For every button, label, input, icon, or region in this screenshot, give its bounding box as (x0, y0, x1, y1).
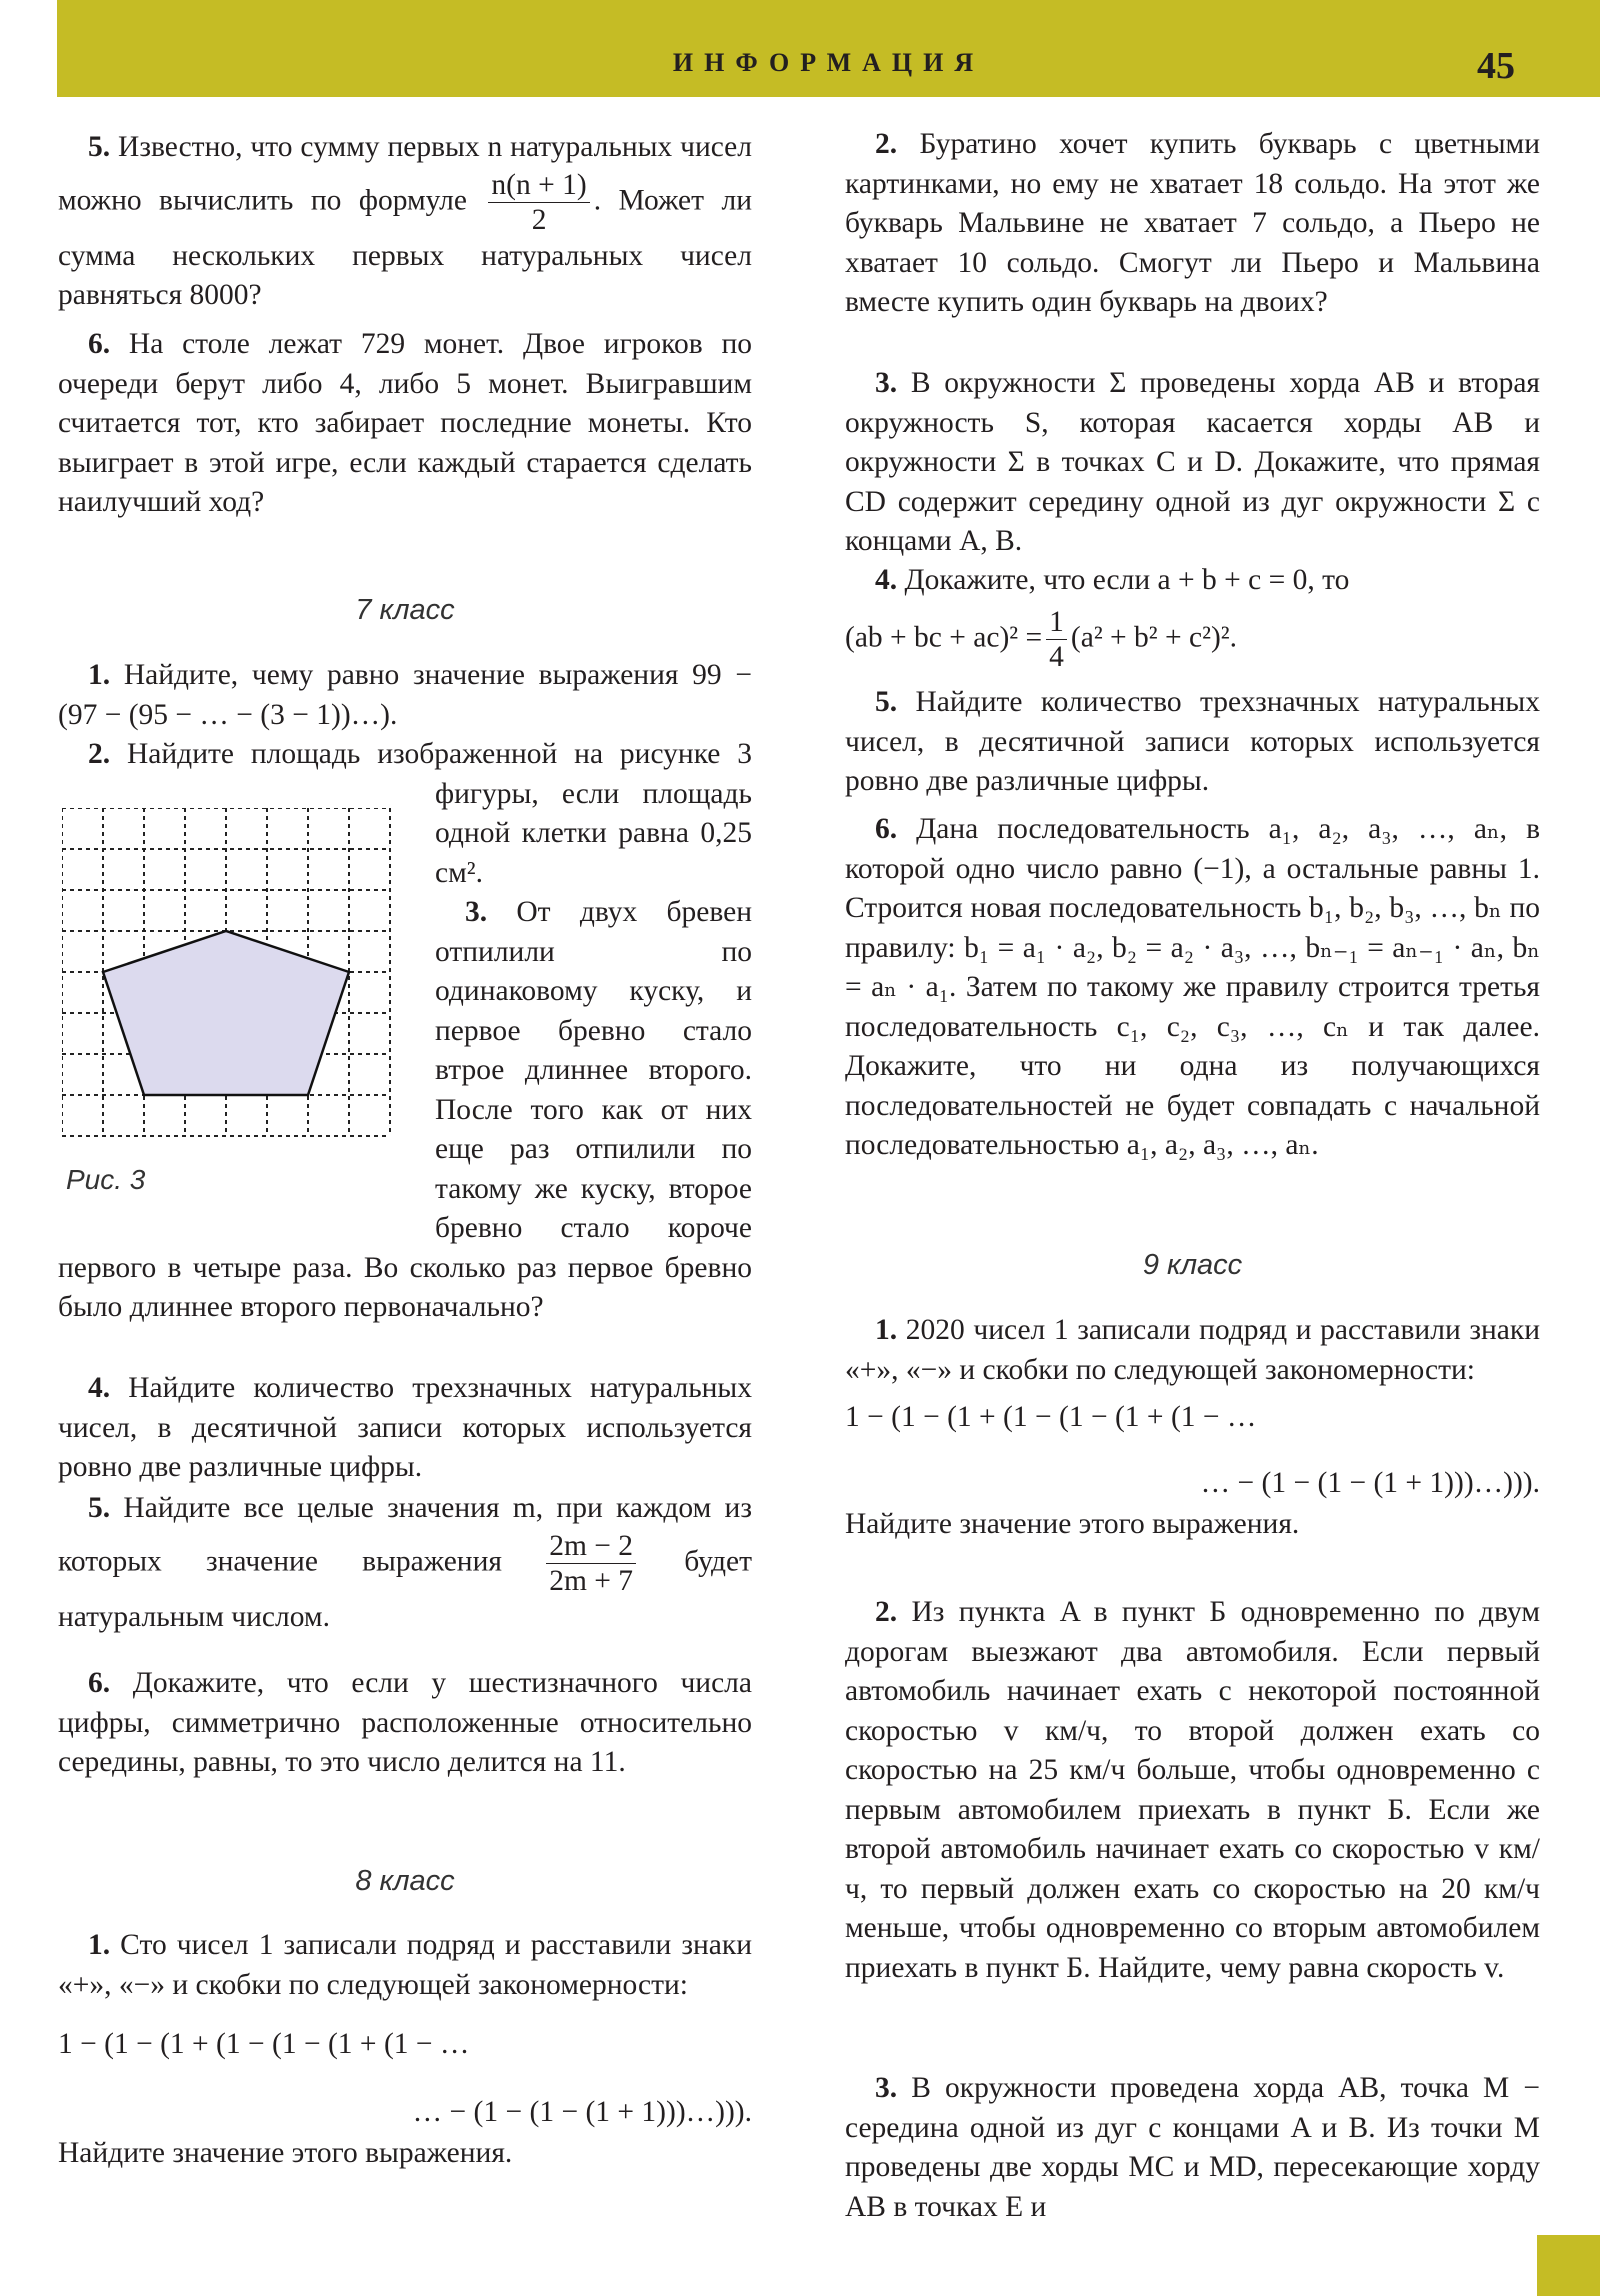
problem-text: Найдите площадь изображенной на рисунке 3 фигуры, если площадь одной клетки равна 0,25 см². (127, 738, 753, 889)
problem-number: 1. (88, 1929, 111, 1961)
problem-text: В окружности проведена хорда AB, точка M − середина одной из дуг с концами A и B. Из точки M проведены две хорды MC и MD, пересекающие хорду AB в точках E и (845, 2072, 1540, 2223)
problem-7-4 (58, 1369, 752, 1488)
problem-number: 5. (88, 1492, 111, 1524)
fraction (488, 168, 589, 237)
formula-left: (ab + bc + ac)² = (845, 620, 1043, 653)
denominator: 2 (531, 203, 547, 236)
problem-text: 2020 чисел 1 записали подряд и расставили знаки «+», «−» и скобки по следующей закономерности: (845, 1314, 1540, 1386)
fraction (1046, 605, 1067, 674)
problem-number: 4. (875, 564, 898, 596)
problem-number: 3. (875, 367, 898, 399)
problem-number: 3. (875, 2072, 898, 2104)
problem-number: 2. (88, 738, 111, 770)
problem-text: Найдите все целые значения m, при каждом из которых значение выражения (58, 1492, 752, 1577)
formula-right: (a² + b² + c²)². (1070, 620, 1238, 653)
problem-number: 6. (88, 1667, 111, 1699)
formula-line-1: 1 − (1 − (1 + (1 − (1 − (1 + (1 − … (845, 1401, 1257, 1433)
figure-3 (58, 775, 435, 1215)
problem-9-1 (845, 1311, 1540, 1545)
problem-text: Докажите, что если a + b + c = 0, то (904, 564, 1350, 596)
problem-7-2-3 (58, 735, 752, 1328)
numerator: 2m − 2 (546, 1529, 636, 1564)
problem-8-5 (845, 683, 1540, 802)
problem-number: 5. (875, 686, 898, 718)
problem-text: . Может ли сумма нескольких первых натуральных чисел равняться 8000? (58, 183, 753, 311)
problem-number: 1. (88, 659, 111, 691)
problem-number: 6. (875, 813, 898, 845)
problem-text: Из пункта A в пункт Б одновременно по двум дорогам выезжают два автомобиля. Если первый автомобиль начинает ехать с некоторой постоянной скоростью v км/ч, то второй должен ехать со скоростью на 25 км/ч больше, чтобы одновременно с первым автомобилем приехать в пункт Б. Если же второй автомобиль начинает ехать со скоростью v км/ч, то первый должен ехать со скоростью на 20 км/ч меньше, чтобы одновременно со вторым автомобилем приехать в пункт Б. Найдите, чему равна скорость v. (845, 1596, 1540, 1984)
problem-8-4 (845, 561, 1540, 674)
problem-6-6 (58, 325, 752, 523)
problem-text: будет натуральным числом. (58, 1544, 753, 1633)
numerator: 1 (1046, 605, 1067, 640)
problem-text: Найдите количество трехзначных натуральных чисел, в десятичной записи которых используется ровно две различные цифры. (845, 686, 1541, 797)
pentagon-shape (103, 931, 349, 1095)
problem-text: Известно, что сумму первых n натуральных чисел можно вычислить по формуле (58, 131, 752, 216)
figure-caption: Рис. 3 (66, 1163, 146, 1195)
grade-8-heading: 8 класс (355, 1865, 455, 1897)
problem-8-2 (845, 125, 1540, 323)
grid-pentagon-figure (62, 808, 392, 1138)
formula-line-2: … − (1 − (1 − (1 + 1)))…))). (1200, 1466, 1540, 1499)
problem-8-3 (845, 364, 1540, 562)
problem-text: Найдите, чему равно значение выражения 99 − (97 − (95 − … − (3 − 1))…). (58, 659, 752, 731)
denominator: 4 (1049, 640, 1064, 673)
grade-7-heading: 7 класс (355, 594, 455, 626)
problem-question: Найдите значение этого выражения. (58, 2137, 513, 2169)
problem-number: 1. (875, 1314, 898, 1346)
formula (845, 605, 1540, 674)
problem-text: Найдите количество трехзначных натуральных чисел, в десятичной записи которых используется ровно две различные цифры. (58, 1372, 753, 1483)
denominator: 2m + 7 (549, 1564, 634, 1597)
problem-7-1 (58, 656, 752, 735)
formula-line-2: … − (1 − (1 − (1 + 1)))…))). (412, 2095, 752, 2128)
problem-number: 2. (875, 128, 898, 160)
problem-number: 3. (465, 896, 488, 928)
problem-9-3 (845, 2069, 1540, 2227)
problem-text: Сто чисел 1 записали подряд и расставили знаки «+», «−» и скобки по следующей закономерности: (58, 1929, 752, 2001)
problem-8-6 (845, 810, 1540, 1166)
problem-9-2 (845, 1593, 1540, 1988)
grade-9-heading: 9 класс (1142, 1249, 1243, 1281)
fraction (546, 1529, 636, 1598)
problem-text: В окружности Σ проведены хорда AB и вторая окружность S, которая касается хорды AB и окружности Σ в точках C и D. Докажите, что прямая CD содержит середину одной из дуг окружности Σ с концами A, B. (845, 367, 1540, 557)
corner-marker (1537, 2235, 1600, 2296)
problem-number: 6. (88, 328, 111, 360)
problem-text: Докажите, что если у шестизначного числа цифры, симметрично расположенные относительно середины, равны, то это число делится на 11. (58, 1667, 753, 1778)
problem-7-6 (58, 1664, 752, 1783)
problem-text: От двух бревен отпилили по одинаковому куску, и первое бревно стало втрое длиннее второго. После того как от них еще раз отпилили по такому же куску, второе бревно стало короче первого в четыре раза. Во сколько раз первое бревно было длиннее второго первоначально? (58, 896, 752, 1323)
problem-number: 5. (88, 131, 111, 163)
problem-text: Дана последовательность a₁, a₂, a₃, …, aₙ, в которой одно число равно (−1), а остальные равны 1. Строится новая последовательность b₁, b₂, b₃, …, bₙ по правилу: b₁ = a₁ · a₂, b₂ = a₂ · a₃, …, bₙ₋₁ = aₙ₋₁ · aₙ, bₙ = aₙ · a₁. Затем по такому же правилу строится третья последовательность c₁, c₂, c₃, …, cₙ и так далее. Докажите, что ни одна из получающихся последовательностей не будет совпадать с начальной последовательностью a₁, a₂, a₃, …, aₙ. (845, 813, 1541, 1161)
problem-6-5 (58, 128, 752, 316)
page-number: 45 (1477, 45, 1515, 87)
problem-text: На столе лежат 729 монет. Двое игроков по очереди берут либо 4, либо 5 монет. Выигравшим считается тот, кто забирает последние монеты. Кто выиграет в этой игре, если каждый старается сделать наилучший ход? (58, 328, 752, 518)
header-band (57, 0, 1600, 97)
problem-number: 4. (88, 1372, 111, 1404)
problem-7-5 (58, 1489, 752, 1637)
problem-number: 2. (875, 1596, 898, 1628)
numerator: n(n + 1) (488, 168, 589, 203)
section-title: ИНФОРМАЦИЯ (672, 48, 985, 77)
formula-line-1: 1 − (1 − (1 + (1 − (1 − (1 + (1 − … (58, 2028, 470, 2060)
problem-text: Буратино хочет купить букварь с цветными картинками, но ему не хватает 18 сольдо. На этот же букварь Мальвине не хватает 7 сольдо, а Пьеро не хватает 10 сольдо. Смогут ли Пьеро и Мальвина вместе купить один букварь на двоих? (845, 128, 1541, 318)
problem-8-1 (58, 1926, 752, 2174)
problem-question: Найдите значение этого выражения. (845, 1508, 1300, 1540)
